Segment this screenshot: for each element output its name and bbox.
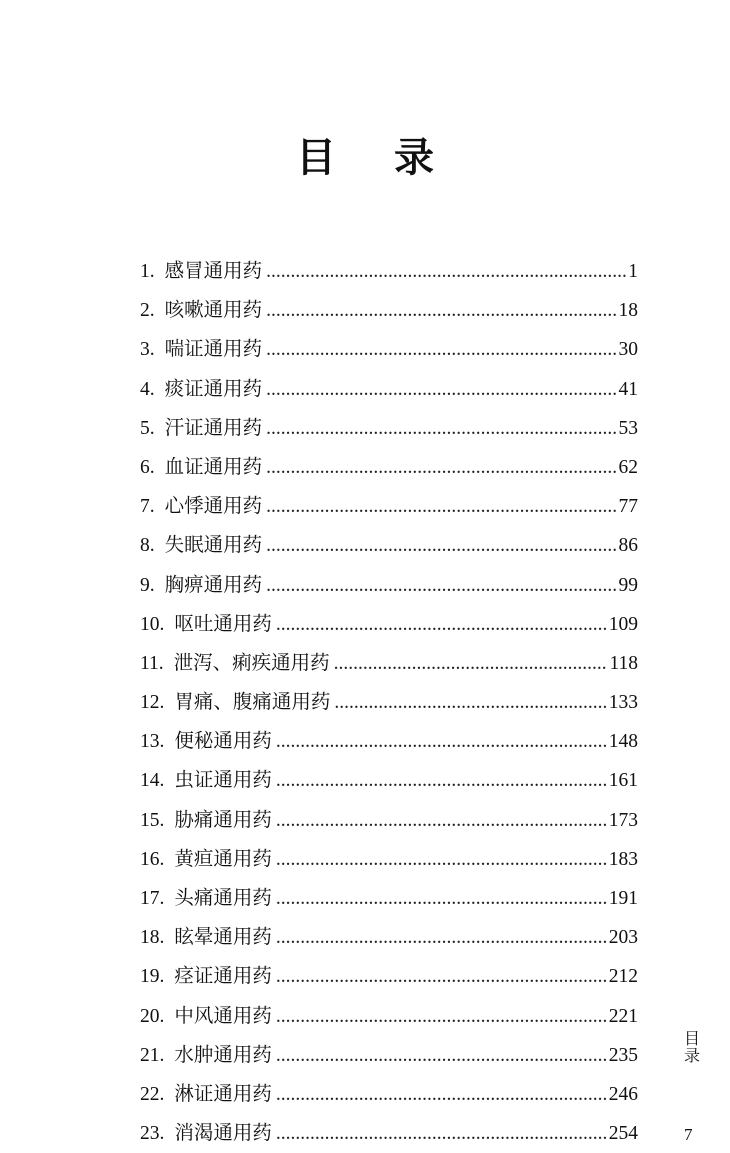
toc-entry-title: 咳嗽通用药 — [164, 298, 263, 322]
toc-entry-title: 黄疸通用药 — [174, 846, 272, 870]
toc-entry-number: 13. — [140, 731, 165, 753]
toc-entry-number: 6. — [140, 456, 155, 478]
toc-entry[interactable] — [140, 1113, 638, 1152]
dot-leader — [276, 1114, 607, 1153]
toc-entry-number: 23. — [140, 1123, 165, 1145]
toc-entry-page: 18 — [618, 300, 638, 322]
dot-leader — [276, 761, 607, 800]
dot-leader — [266, 291, 616, 330]
toc-entry-page: 254 — [608, 1123, 638, 1145]
toc-entry[interactable] — [140, 721, 638, 760]
toc-entry-title: 泄泻、痢疾通用药 — [173, 650, 330, 674]
toc-entry-page: 109 — [608, 613, 638, 635]
toc-entry-page: 41 — [618, 378, 638, 400]
dot-leader — [276, 879, 607, 918]
toc-entry-title: 胁痛通用药 — [174, 807, 272, 831]
dot-leader — [276, 801, 607, 840]
toc-entry-page: 191 — [608, 888, 638, 909]
toc-entry[interactable] — [140, 486, 638, 525]
toc-entry-page: 62 — [618, 456, 638, 478]
toc-entry-number: 12. — [140, 692, 165, 714]
dot-leader — [276, 1075, 607, 1114]
side-label-char: 目 — [683, 1029, 700, 1048]
toc-entry-title: 水肿通用药 — [174, 1042, 272, 1066]
toc-entry[interactable] — [140, 525, 638, 564]
side-section-label — [682, 1030, 702, 1064]
toc-entry-title: 痉证通用药 — [174, 964, 272, 988]
toc-entry-title: 消渴通用药 — [174, 1121, 272, 1145]
toc-entry[interactable] — [140, 643, 638, 682]
toc-entry-number: 1. — [140, 261, 155, 282]
toc-entry[interactable] — [140, 1035, 638, 1074]
toc-entry-number: 17. — [140, 888, 165, 909]
toc-entry-page: 99 — [618, 574, 638, 596]
toc-entry[interactable] — [140, 878, 638, 917]
toc-entry-number: 16. — [140, 848, 165, 870]
dot-leader — [266, 526, 616, 565]
toc-entry-page: 53 — [618, 417, 638, 439]
toc-entry-title: 中风通用药 — [174, 1003, 272, 1027]
toc-entry-title: 感冒通用药 — [164, 259, 263, 282]
toc-entry[interactable] — [140, 996, 638, 1035]
toc-entry[interactable] — [140, 604, 638, 643]
toc-entry-number: 11. — [140, 652, 164, 674]
toc-entry-number: 2. — [140, 300, 155, 322]
dot-leader — [266, 409, 616, 448]
toc-entry-title: 淋证通用药 — [174, 1081, 272, 1105]
toc-entry-title: 头痛通用药 — [174, 886, 272, 909]
dot-leader — [266, 370, 616, 409]
dot-leader — [334, 644, 608, 683]
toc-entry-number: 15. — [140, 809, 165, 831]
toc-entry-title: 眩晕通用药 — [174, 925, 272, 949]
toc-entry-number: 8. — [140, 535, 155, 557]
toc-entry-number: 21. — [140, 1044, 165, 1066]
toc-entry-title: 失眠通用药 — [164, 533, 263, 557]
toc-entry-title: 胃痛、腹痛通用药 — [174, 690, 331, 714]
toc-entry[interactable] — [140, 447, 638, 486]
dot-leader — [276, 918, 607, 957]
toc-entry-number: 4. — [140, 378, 155, 400]
toc-entry-number: 9. — [140, 574, 155, 596]
toc-entry-page: 183 — [608, 848, 638, 870]
toc-entry[interactable] — [140, 839, 638, 878]
toc-entry-title: 喘证通用药 — [164, 337, 263, 361]
toc-entry-page: 221 — [608, 1005, 638, 1027]
page-title: 目 录 — [296, 134, 456, 181]
dot-leader — [276, 957, 607, 996]
toc-entry-number: 5. — [140, 417, 155, 439]
toc-entry-title: 血证通用药 — [164, 454, 263, 478]
toc-entry-number: 18. — [140, 927, 165, 949]
toc-entry[interactable] — [140, 1074, 638, 1113]
toc-entry-page: 235 — [608, 1044, 638, 1066]
toc-entry-title: 胸痹通用药 — [164, 572, 263, 596]
toc-entry-page: 118 — [609, 652, 638, 674]
toc-entry[interactable] — [140, 565, 638, 604]
toc-entry-number: 19. — [140, 966, 165, 988]
toc-entry-title: 虫证通用药 — [174, 768, 272, 792]
toc-entry[interactable] — [140, 251, 638, 290]
toc-entry[interactable] — [140, 329, 638, 368]
toc-entry-number: 14. — [140, 770, 165, 792]
dot-leader — [276, 997, 607, 1036]
toc-entry-title: 痰证通用药 — [164, 376, 263, 400]
toc-entry[interactable] — [140, 408, 638, 447]
toc-entry-page: 212 — [608, 966, 638, 988]
toc-entry[interactable] — [140, 800, 638, 839]
toc-entry-page: 148 — [608, 731, 638, 753]
table-of-contents — [140, 251, 638, 1152]
toc-entry-title: 心悸通用药 — [164, 494, 263, 518]
toc-entry-title: 汗证通用药 — [164, 415, 263, 439]
dot-leader — [266, 330, 616, 369]
toc-entry-page: 86 — [618, 535, 638, 557]
toc-entry-page: 30 — [618, 339, 638, 361]
dot-leader — [276, 840, 607, 879]
toc-entry-page: 161 — [608, 770, 638, 792]
toc-entry-title: 呕吐通用药 — [174, 611, 272, 635]
dot-leader — [276, 605, 607, 644]
toc-entry[interactable] — [140, 682, 638, 721]
dot-leader — [334, 683, 606, 722]
toc-entry-page: 133 — [608, 692, 638, 714]
dot-leader — [266, 566, 616, 605]
dot-leader — [266, 487, 616, 526]
toc-entry[interactable] — [140, 369, 638, 408]
toc-entry[interactable] — [140, 290, 638, 329]
toc-entry-page: 1 — [628, 261, 638, 282]
toc-entry-number: 20. — [140, 1005, 165, 1027]
toc-entry-page: 77 — [618, 496, 638, 518]
dot-leader — [276, 1036, 607, 1075]
toc-entry-number: 22. — [140, 1083, 165, 1105]
toc-entry-page: 246 — [608, 1083, 638, 1105]
dot-leader — [276, 722, 607, 761]
toc-entry[interactable] — [140, 917, 638, 956]
dot-leader — [266, 252, 626, 291]
toc-entry-page: 173 — [608, 809, 638, 831]
dot-leader — [266, 448, 616, 487]
page-number: 7 — [684, 1125, 693, 1144]
toc-entry[interactable] — [140, 760, 638, 799]
toc-entry[interactable] — [140, 956, 638, 995]
toc-entry-number: 3. — [140, 339, 155, 361]
toc-entry-number: 10. — [140, 613, 165, 635]
toc-entry-page: 203 — [608, 927, 638, 949]
toc-entry-title: 便秘通用药 — [174, 729, 272, 753]
toc-entry-number: 7. — [140, 496, 155, 518]
side-label-char: 录 — [683, 1046, 700, 1065]
